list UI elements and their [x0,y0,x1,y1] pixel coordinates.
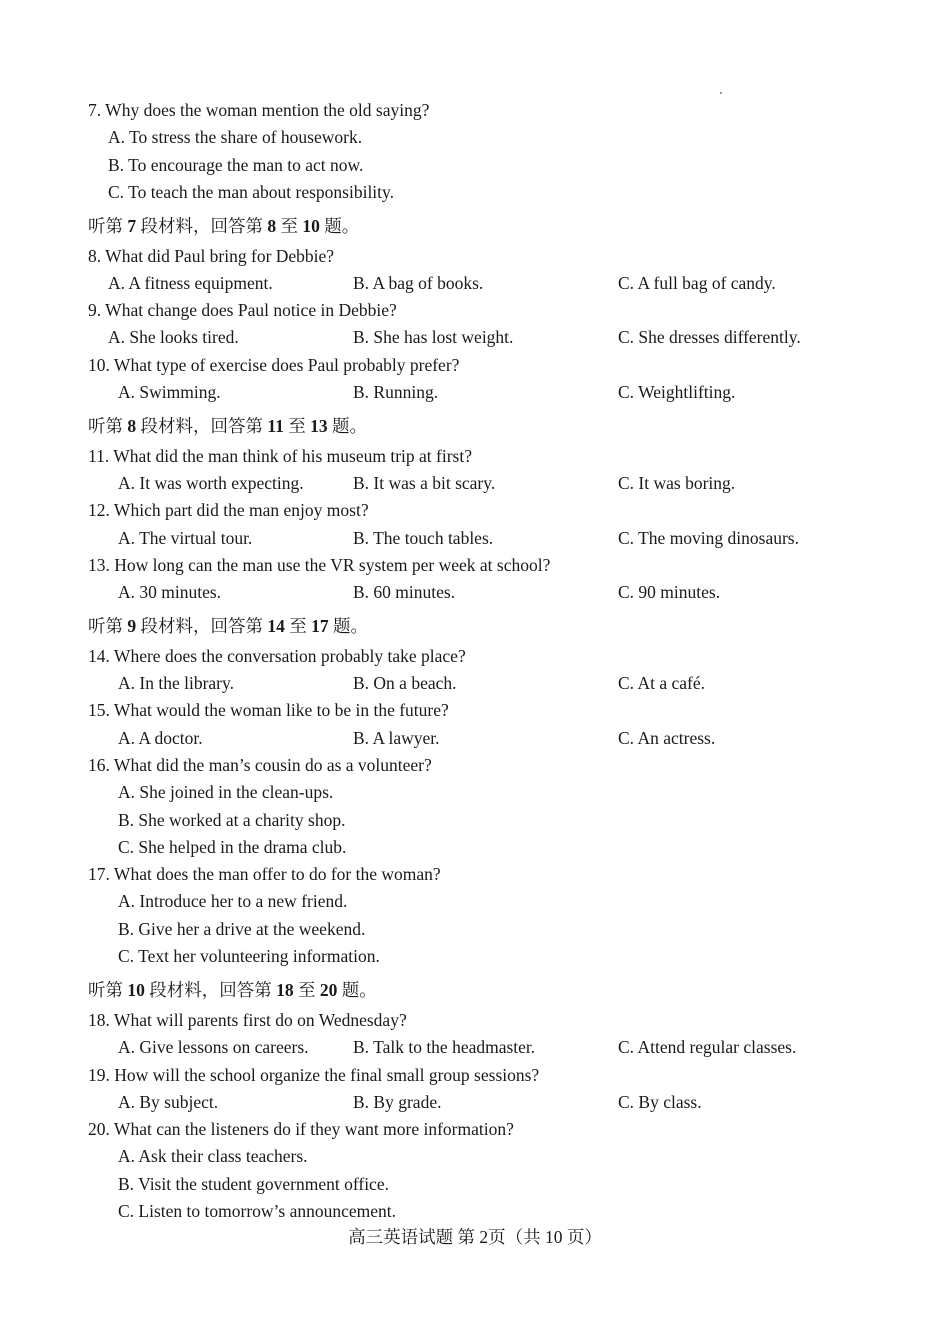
q17-option-a: A. Introduce her to a new friend. [118,891,348,911]
q11-option-c: C. It was boring. [618,473,736,493]
section-heading-10: 听第 10 段材料，回答第 18 至 20 题。 [88,980,377,1000]
q13-option-b: B. 60 minutes. [353,582,456,602]
q7-option-a: A. To stress the share of housework. [108,127,363,147]
q9-option-a: A. She looks tired. [108,327,239,347]
q13-option-c: C. 90 minutes. [618,582,721,602]
q14-stem: 14. Where does the conversation probably take place? [88,646,466,666]
q12-stem: 12. Which part did the man enjoy most? [88,500,369,520]
q10-option-c: C. Weightlifting. [618,382,736,402]
q9-option-b: B. She has lost weight. [353,327,514,347]
page-footer: 高三英语试题 第 2页（共 10 页） [348,1227,602,1247]
q15-stem: 15. What would the woman like to be in the future? [88,700,449,720]
q8-stem: 8. What did Paul bring for Debbie? [88,246,335,266]
q12-option-b: B. The touch tables. [353,528,494,548]
q15-option-b: B. A lawyer. [353,728,440,748]
q15-option-c: C. An actress. [618,728,716,748]
stray-mark [720,92,722,94]
q20-option-c: C. Listen to tomorrow’s announcement. [118,1201,397,1221]
q8-option-c: C. A full bag of candy. [618,273,776,293]
q7-stem: 7. Why does the woman mention the old saying? [88,100,430,120]
q13-stem: 13. How long can the man use the VR system per week at school? [88,555,551,575]
section-heading-7: 听第 7 段材料，回答第 8 至 10 题。 [88,216,360,236]
q19-option-c: C. By class. [618,1092,702,1112]
q18-option-c: C. Attend regular classes. [618,1037,797,1057]
q20-option-b: B. Visit the student government office. [118,1174,389,1194]
q10-option-b: B. Running. [353,382,439,402]
q18-stem: 18. What will parents first do on Wednesday? [88,1010,407,1030]
q16-option-a: A. She joined in the clean-ups. [118,782,334,802]
q19-option-a: A. By subject. [118,1092,219,1112]
q20-option-a: A. Ask their class teachers. [118,1146,308,1166]
section-heading-8: 听第 8 段材料，回答第 11 至 13 题。 [88,416,368,436]
q7-option-c: C. To teach the man about responsibility. [108,182,395,202]
q8-option-a: A. A fitness equipment. [108,273,273,293]
q19-stem: 19. How will the school organize the final small group sessions? [88,1065,540,1085]
q19-option-b: B. By grade. [353,1092,442,1112]
q10-option-a: A. Swimming. [118,382,221,402]
q17-option-b: B. Give her a drive at the weekend. [118,919,366,939]
q13-option-a: A. 30 minutes. [118,582,222,602]
q9-option-c: C. She dresses differently. [618,327,801,347]
q20-stem: 20. What can the listeners do if they want more information? [88,1119,514,1139]
q17-stem: 17. What does the man offer to do for the woman? [88,864,441,884]
q15-option-a: A. A doctor. [118,728,203,748]
q16-option-c: C. She helped in the drama club. [118,837,347,857]
q11-option-a: A. It was worth expecting. [118,473,304,493]
q16-option-b: B. She worked at a charity shop. [118,810,346,830]
q9-stem: 9. What change does Paul notice in Debbie? [88,300,397,320]
q12-option-c: C. The moving dinosaurs. [618,528,799,548]
q18-option-a: A. Give lessons on careers. [118,1037,309,1057]
q14-option-b: B. On a beach. [353,673,457,693]
q18-option-b: B. Talk to the headmaster. [353,1037,536,1057]
q11-option-b: B. It was a bit scary. [353,473,496,493]
q16-stem: 16. What did the man’s cousin do as a volunteer? [88,755,432,775]
q8-option-b: B. A bag of books. [353,273,484,293]
section-heading-9: 听第 9 段材料，回答第 14 至 17 题。 [88,616,368,636]
q7-option-b: B. To encourage the man to act now. [108,155,364,175]
q11-stem: 11. What did the man think of his museum trip at first? [88,446,472,466]
q17-option-c: C. Text her volunteering information. [118,946,380,966]
q12-option-a: A. The virtual tour. [118,528,253,548]
q10-stem: 10. What type of exercise does Paul probably prefer? [88,355,460,375]
q14-option-c: C. At a café. [618,673,705,693]
q14-option-a: A. In the library. [118,673,234,693]
